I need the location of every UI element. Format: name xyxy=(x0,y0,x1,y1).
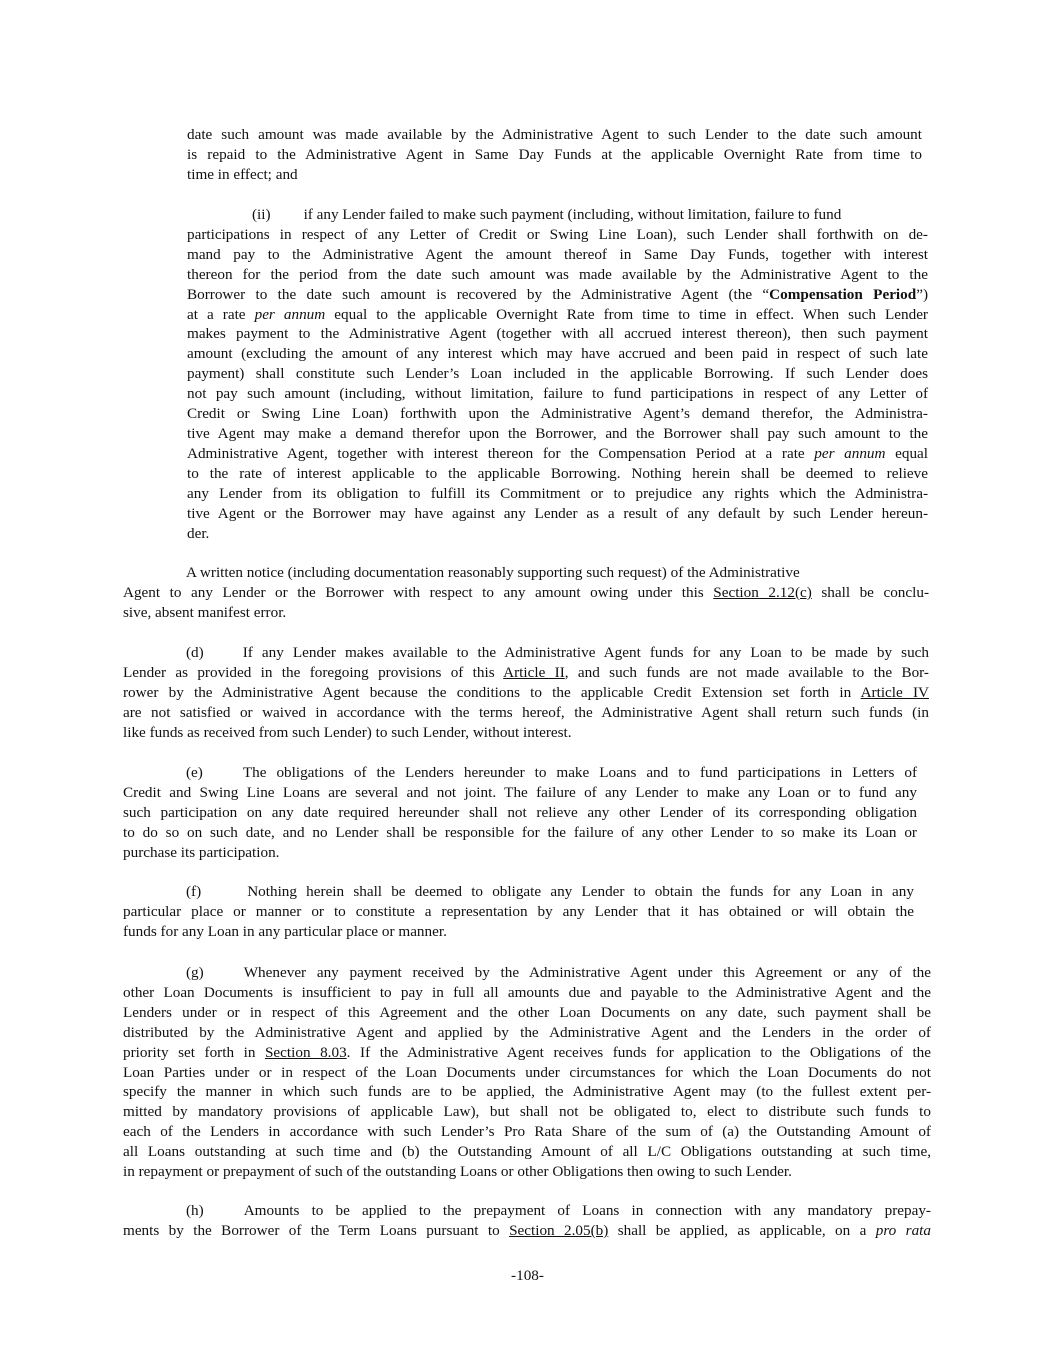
text-line: amount (excluding the amount of any interest which may have accrued and been paid in respect of such late xyxy=(187,345,928,363)
text-line: such participation on any date required hereunder shall not relieve any other Lender of its corresponding obligation xyxy=(123,803,917,821)
paragraph-g xyxy=(123,963,931,1182)
clause-marker: (h) xyxy=(186,1202,204,1219)
text-line: all Loans outstanding at such time and (b) the Outstanding Amount of all L/C Obligations outstanding at such time, xyxy=(123,1143,931,1161)
text-line: to the rate of interest applicable to the applicable Borrowing. Nothing herein shall be deemed to relieve xyxy=(187,464,928,482)
text-line: (e) The obligations of the Lenders hereunder to make Loans and to fund participations in Letters of xyxy=(186,764,917,781)
text-line: to do so on such date, and no Lender shall be responsible for the failure of any other Lender to so make its Loan or xyxy=(123,823,917,841)
section-reference: Section 2.05(b) xyxy=(509,1221,609,1239)
text-line: each of the Lenders in accordance with such Lender’s Pro Rata Share of the sum of (a) the Outstanding Amount of xyxy=(123,1123,931,1141)
text-line: A written notice (including documentation reasonably supporting such request) of the Administrative xyxy=(186,564,800,581)
paragraph-e xyxy=(123,763,917,863)
defined-term: Compensation Period xyxy=(769,285,917,303)
text-line: tive Agent or the Borrower may have against any Lender as a result of any default by such Lender hereun- xyxy=(187,504,928,522)
text-line: thereon for the period from the date such amount was made available by the Administrative Agent to the xyxy=(187,265,928,283)
clause-marker: (f) xyxy=(186,883,202,900)
text-line: Lenders under or in respect of this Agreement and the other Loan Documents on any date, such payment shall be xyxy=(123,1003,931,1021)
clause-marker: (e) xyxy=(186,764,203,781)
text-line: payment) shall constitute such Lender’s Loan included in the applicable Borrowing. If such Lender does xyxy=(187,365,928,383)
clause-marker: (ii) xyxy=(252,206,271,223)
text-line: time in effect; and xyxy=(187,165,298,183)
text-line: participations in respect of any Letter of Credit or Swing Line Loan), such Lender shall forthwith on de- xyxy=(187,225,928,243)
text-line: distributed by the Administrative Agent and applied by the Administrative Agent and the Lenders in the order of xyxy=(123,1023,931,1041)
text-line: Lender as provided in the foregoing provisions of this Article II, and such funds are not made available to the Bor- xyxy=(123,663,929,681)
text-line: (h) Amounts to be applied to the prepayment of Loans in connection with any mandatory prepay- xyxy=(186,1202,931,1219)
section-reference: Section 8.03 xyxy=(264,1043,347,1061)
text-line: der. xyxy=(187,524,210,542)
page-number: -108- xyxy=(511,1267,544,1284)
text-line: Borrower to the date such amount is recovered by the Administrative Agent (the “Compensation Period”) xyxy=(187,285,929,303)
text-line: Credit or Swing Line Loan) forthwith upon the Administrative Agent’s demand therefor, the Administra- xyxy=(187,405,928,423)
text-line: Loan Parties under or in respect of the Loan Documents under circumstances for which the Loan Documents do not xyxy=(123,1063,931,1081)
text-line: in repayment or prepayment of such of the outstanding Loans or other Obligations then owing to such Lender. xyxy=(123,1163,792,1181)
paragraph-ii xyxy=(187,205,928,543)
text-line: tive Agent may make a demand therefor upon the Borrower, and the Borrower shall pay such amount to the xyxy=(187,424,928,442)
text-line: rower by the Administrative Agent because the conditions to the applicable Credit Extension set forth in Article IV xyxy=(123,683,929,701)
text-line: not pay such amount (including, without limitation, failure to fund participations in respect of any Letter of xyxy=(187,385,928,403)
paragraph-h xyxy=(123,1201,931,1241)
text-line: (g) Whenever any payment received by the Administrative Agent under this Agreement or any of the xyxy=(186,964,931,981)
text-line: makes payment to the Administrative Agent (together with all accrued interest thereon), then such payment xyxy=(187,325,928,343)
paragraph-continuation xyxy=(187,125,922,185)
text-line: other Loan Documents is insufficient to pay in full all amounts due and payable to the Administrative Agent and the xyxy=(123,983,931,1001)
text-line: particular place or manner or to constitute a representation by any Lender that it has obtained or will obtain the xyxy=(123,902,914,920)
text-line: Credit and Swing Line Loans are several and not joint. The failure of any Lender to make any Loan or to fund any xyxy=(123,783,917,801)
text-line: (f) Nothing herein shall be deemed to obligate any Lender to obtain the funds for any Loan in any xyxy=(186,883,914,900)
section-reference: Section 2.12(c) xyxy=(713,583,812,601)
text-line: like funds as received from such Lender) to such Lender, without interest. xyxy=(123,723,572,741)
paragraph-f xyxy=(123,882,914,942)
paragraph-d xyxy=(123,643,929,743)
section-reference: Article IV xyxy=(860,683,929,701)
text-line: any Lender from its obligation to fulfill its Commitment or to prejudice any rights which the Administra- xyxy=(187,484,928,502)
text-line: are not satisfied or waived in accordance with the terms hereof, the Administrative Agent shall return such funds (in xyxy=(123,703,929,721)
text-line: Agent to any Lender or the Borrower with respect to any amount owing under this Section 2.12(c) shall be conclu- xyxy=(123,583,930,601)
text-line: mitted by mandatory provisions of applicable Law), but shall not be obligated to, elect to distribute such funds to xyxy=(123,1103,931,1121)
text-line: (d) If any Lender makes available to the Administrative Agent funds for any Loan to be made by such xyxy=(186,644,929,661)
text-line: purchase its participation. xyxy=(123,843,280,861)
text-line: Administrative Agent, together with interest thereon for the Compensation Period at a rate per annum equal xyxy=(187,444,929,462)
text-line: funds for any Loan in any particular place or manner. xyxy=(123,922,447,940)
text-line: priority set forth in Section 8.03. If the Administrative Agent receives funds for application to the Obligations of the xyxy=(123,1043,932,1061)
text-line: specify the manner in which such funds are to be applied, the Administrative Agent may (to the fullest extent per- xyxy=(123,1083,931,1101)
text-line: at a rate per annum equal to the applicable Overnight Rate from time to time in effect. When such Lender xyxy=(187,305,928,323)
text-line: ments by the Borrower of the Term Loans pursuant to Section 2.05(b) shall be applied, as applicable, on a pro rata xyxy=(123,1221,931,1239)
text-line: date such amount was made available by the Administrative Agent to such Lender to the date such amount xyxy=(187,126,922,143)
text-line: sive, absent manifest error. xyxy=(123,603,287,621)
section-reference: Article II xyxy=(503,663,565,681)
clause-marker: (g) xyxy=(186,964,204,981)
text-line: mand pay to the Administrative Agent the amount thereof in Same Day Funds, together with interest xyxy=(187,245,928,263)
text-line: (ii) if any Lender failed to make such payment (including, without limitation, failure to fund xyxy=(252,206,842,223)
clause-marker: (d) xyxy=(186,644,204,661)
text-line: is repaid to the Administrative Agent in Same Day Funds at the applicable Overnight Rate from time to xyxy=(187,145,922,163)
paragraph-written-notice xyxy=(123,563,929,623)
